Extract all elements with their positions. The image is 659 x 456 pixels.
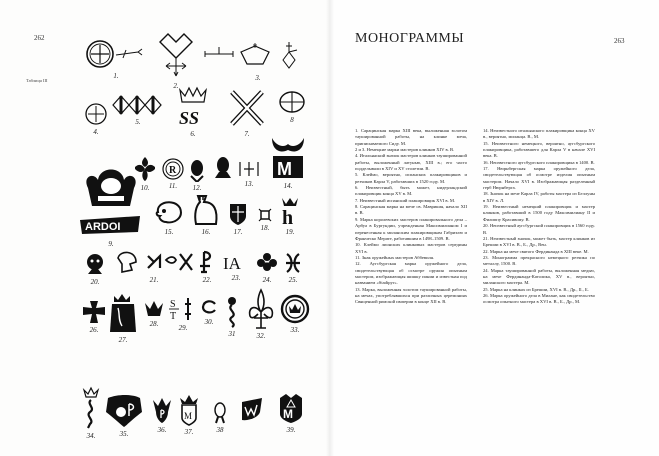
mark-number: 35.	[119, 430, 129, 438]
caption-entry: 18. Значок на мече Карла IV, работы мастера из Беллуны в XIV в. Л.	[483, 191, 595, 203]
chevron-arrows-mark-icon	[156, 30, 196, 80]
mark-number: 39.	[286, 426, 296, 434]
square-mark-icon	[258, 208, 272, 222]
caption-entry: 5. Клеймо, вероятно, испанских плакировщиков и резчиков Карла V, работавших в 1520 году. М.	[355, 172, 467, 184]
mark-26	[82, 300, 106, 334]
diamonds-mark-icon	[112, 94, 164, 116]
mark-4	[84, 102, 108, 136]
mark-6	[176, 86, 210, 138]
mark-31	[224, 296, 240, 338]
caption-entry: 15. Неизвестного немецкого, вероятно, аугсбургского плакировщика, работавшего для Карла V в начале XVI века. В.	[483, 140, 595, 159]
mark-21	[114, 250, 194, 284]
mark-32	[248, 288, 274, 340]
svg-text:M: M	[277, 159, 292, 179]
circle-crown-mark-icon	[280, 294, 310, 324]
shield-mark-icon	[228, 202, 248, 226]
mark-23	[222, 252, 250, 282]
caption-entry: 13. Марка, выложенная золотом таушированной работы, на мечах, употреблявшихся при различных церемониях Священной римской империи в конце XII в. В.	[355, 286, 467, 305]
mark-number: 28.	[149, 320, 159, 328]
mark-19	[278, 196, 302, 236]
mark-number: 14.	[283, 182, 293, 190]
lily-mark-icon	[248, 288, 274, 330]
mark-number: 11.	[168, 182, 178, 190]
caption-entry: 7. Неизвестный испанский плакировщик XVI в. М.	[355, 197, 456, 203]
mark-12	[188, 158, 206, 192]
m-horns-mark-icon	[270, 134, 306, 180]
circle-cross-mark-icon	[86, 38, 146, 70]
mark-number: 17.	[233, 228, 243, 236]
caption-entry: 19. Неизвестный немецкий плакировщик и мастер клинков, работавший в 1500 году Максимилиану II и Филиппу Красивому. В.	[483, 204, 595, 222]
glove-mark-icon	[192, 194, 220, 226]
mark-number: 30.	[204, 318, 214, 326]
svg-text:T: T	[170, 311, 177, 322]
svg-text:M: M	[283, 407, 293, 421]
mark-33	[280, 294, 310, 334]
helmet-stars-mark-icon	[114, 250, 194, 274]
mark-17	[228, 202, 248, 236]
h-crown-mark-icon	[278, 196, 302, 226]
mark-37	[178, 394, 200, 436]
mark-18	[258, 208, 272, 232]
caption-entry: 12. Аугсбургская марка оружейного дела, свидетельствующая об осмотре оружия опытным мастером, изображающая шишку пинии и известная под названием «Stadtpyr».	[355, 261, 467, 286]
mark-10	[134, 156, 156, 192]
head-mark-icon	[154, 198, 184, 226]
crown-ardoi-mark-icon	[80, 158, 142, 238]
clover-mark-icon	[256, 252, 278, 274]
svg-text:IA: IA	[223, 254, 241, 272]
caption-entry: 9. Марка королевских мастеров плакировального дела – Арбуа в Бургундии, учрежденная Максимилианом I и перенесенная к миланским плакировщикам Габриэлю и Франческо Мерате, работавшим в 1498–1509. В.	[355, 216, 467, 241]
caption-entry: 11. Знак оружейных мастеров Аббевиля.	[355, 254, 435, 260]
mark-number: 10.	[140, 184, 150, 192]
mark-number: 2.	[173, 82, 179, 90]
caption-entry: 8. Сарацинская марка на мече св. Маврикия, начало XII в. В.	[355, 204, 467, 216]
mark-number: 33.	[290, 326, 300, 334]
mark-number: 7.	[244, 130, 250, 138]
caption-entry: 2 и 3. Немецкие марки мастеров клинков XIV в. В.	[355, 147, 455, 153]
pisces-mark-icon	[284, 252, 302, 274]
captions-column-2	[483, 128, 595, 306]
mark-number: 31	[228, 330, 236, 338]
mark-22	[198, 250, 216, 284]
mark-5	[112, 94, 164, 126]
svg-text:M: M	[184, 411, 193, 421]
cross-patee-mark-icon	[82, 300, 106, 324]
mark-number: 5.	[135, 118, 141, 126]
caption-entry: 24. Марка таушированной работы, выложенная медью, на мече Фердинанда-Католика, XV в., вероятно, миланского мастера. М.	[483, 267, 595, 286]
c-mark-icon	[200, 300, 218, 316]
mark-12b	[212, 156, 234, 182]
mark-34	[82, 386, 100, 440]
mark-number: 4.	[93, 128, 99, 136]
caption-entry: 22. Марка на мече святого Фердинанда в XIII веке. М.	[483, 248, 589, 254]
mark-number: 19.	[285, 228, 295, 236]
mark-number: 27.	[118, 336, 128, 344]
marks-plate	[78, 30, 328, 450]
mark-36	[152, 398, 172, 434]
oval-cross-mark-icon	[278, 90, 306, 114]
fleur-mark-icon	[134, 156, 156, 182]
crown-ss-mark-icon	[176, 86, 210, 128]
mark-number: 21.	[149, 276, 159, 284]
page-number-left: 262	[34, 34, 45, 42]
mark-number: 24.	[262, 276, 272, 284]
crown-shield-mark-icon	[178, 394, 200, 426]
pentagon-cross-mark-icon	[203, 42, 303, 72]
svg-text:h: h	[282, 207, 294, 226]
small-circle-cross-mark-icon	[84, 102, 108, 126]
caption-entry: 17. Нюрнбергская марка оружейного дела, свидетельствующая об осмотре изделия опытным мастером. Начало XVI в. Изображающая разделенный герб Нюрнберга.	[483, 166, 595, 191]
mark-27	[108, 294, 138, 344]
svg-text:ARDOI: ARDOI	[85, 221, 121, 233]
table-label: Таблица III	[26, 78, 48, 83]
crown-p-mark-icon	[152, 398, 172, 424]
mark-2	[156, 30, 196, 90]
king-figure-mark-icon	[108, 294, 138, 334]
serpent-mark-icon	[224, 296, 240, 328]
captions-column-1	[355, 128, 467, 306]
caption-entry: 20. Неизвестный аугсбургский плакировщик в 1560 году. В.	[483, 223, 595, 235]
mark-number: 23.	[231, 274, 241, 282]
mark-number: 15.	[164, 228, 174, 236]
mark-number: 8	[290, 116, 294, 124]
mark-number: 37.	[184, 428, 194, 436]
page-heading: МОНОГРАММЫ	[355, 31, 465, 46]
caption-entry: 25. Марка на клинках из Брешии, XVI в. В., Др., Il., Б.	[483, 286, 589, 292]
mark-number: 38	[216, 426, 224, 434]
caption-entry: 21. Неизвестный значок, может быть, мастер клинков из Брешии в XVI в. В., Б., Др., Вен.	[483, 235, 595, 248]
mark-24	[256, 252, 278, 284]
caption-entry: 10. Клеймо лионских клинковых мастеров середины XVI в.	[355, 242, 467, 254]
mark-8	[278, 90, 306, 124]
mark-number: 36.	[157, 426, 167, 434]
mark-1	[86, 38, 146, 80]
mark-number: 13.	[244, 180, 254, 188]
mark-20	[84, 252, 106, 286]
caption-entry: 23. Монограмма прекрасного немецкого резчика по металлу, 1500. В.	[483, 254, 595, 267]
mark-25	[284, 252, 302, 284]
st-mark-icon	[168, 296, 198, 322]
face-mark-icon	[84, 252, 106, 276]
m-shield-mark-icon	[278, 392, 304, 424]
mark-number: 3.	[255, 74, 261, 82]
mark-number: 32.	[256, 332, 266, 340]
crown-small-mark-icon	[144, 300, 164, 318]
mark-9	[80, 158, 142, 248]
mark-number: 9.	[108, 240, 114, 248]
chi-rho-mark-icon	[198, 250, 216, 274]
mark-3	[203, 42, 303, 82]
caption-entry: 14. Неизвестного итальянского плакировщика конца XV в., вероятно, миланца. В., М.	[483, 128, 595, 140]
caption-entry: 4. Итальянский значок мастеров клинков таушированной работы, выложенный латунью, XIII в.; его часто подделывали в XIV и XV столетии. В.	[355, 153, 468, 172]
grape-mark-icon	[188, 158, 206, 182]
pineapple-mark-icon	[212, 402, 228, 424]
mark-39	[278, 392, 304, 434]
mark-number: 34.	[86, 432, 96, 440]
circle-r-mark-icon	[162, 158, 184, 180]
mark-number: 22.	[202, 276, 212, 284]
crown-script-mark-icon	[82, 386, 100, 430]
mark-14	[270, 134, 306, 190]
mark-number: 18.	[260, 224, 270, 232]
w-shield-mark-icon	[238, 398, 264, 422]
mark-11	[162, 158, 184, 190]
mark-number: 25.	[288, 276, 298, 284]
mark-number: 29.	[178, 324, 188, 332]
mark-7	[228, 88, 266, 138]
caption-entry: 26. Марка оружейного дела в Милане, как свидетельство осмотра опытного мастера в XVI в. В., Б., Др., М.	[483, 292, 595, 305]
mark-number: 1.	[113, 72, 119, 80]
crossed-swords-mark-icon	[228, 88, 266, 128]
page-number-right: 263	[614, 37, 625, 45]
mark-39a	[238, 398, 264, 422]
mark-number: 16.	[201, 228, 211, 236]
ia-mark-icon	[222, 252, 250, 272]
svg-text:S: S	[170, 299, 176, 310]
mark-28	[144, 300, 164, 328]
cartouche-mark-icon	[104, 394, 144, 428]
svg-text:R: R	[169, 165, 177, 176]
caption-entry: 6. Неизвестный, быть может, нидерландский плакировщик конца XV в. М.	[355, 185, 467, 197]
mark-number: 6.	[190, 130, 196, 138]
caption-entry: 1. Сарацинская марка XIII века, выложенная золотом таушированной работы, на клинке меча, приписываемого Сиду. М.	[355, 128, 467, 146]
mark-number: 12.	[192, 184, 202, 192]
mark-38	[212, 402, 228, 434]
svg-text:SS: SS	[179, 108, 200, 128]
pinecone-mark-icon	[212, 156, 234, 182]
cross-bracket-mark-icon	[238, 160, 260, 178]
mark-number: 20.	[90, 278, 100, 286]
mark-35	[104, 394, 144, 438]
mark-13	[238, 160, 260, 188]
mark-16	[192, 194, 220, 236]
caption-entry: 16. Неизвестного аугсбургского плакировщика в 1400. В.	[483, 159, 595, 165]
mark-30	[200, 300, 218, 326]
mark-15	[154, 198, 184, 236]
mark-29	[168, 296, 198, 332]
mark-number: 26.	[89, 326, 99, 334]
